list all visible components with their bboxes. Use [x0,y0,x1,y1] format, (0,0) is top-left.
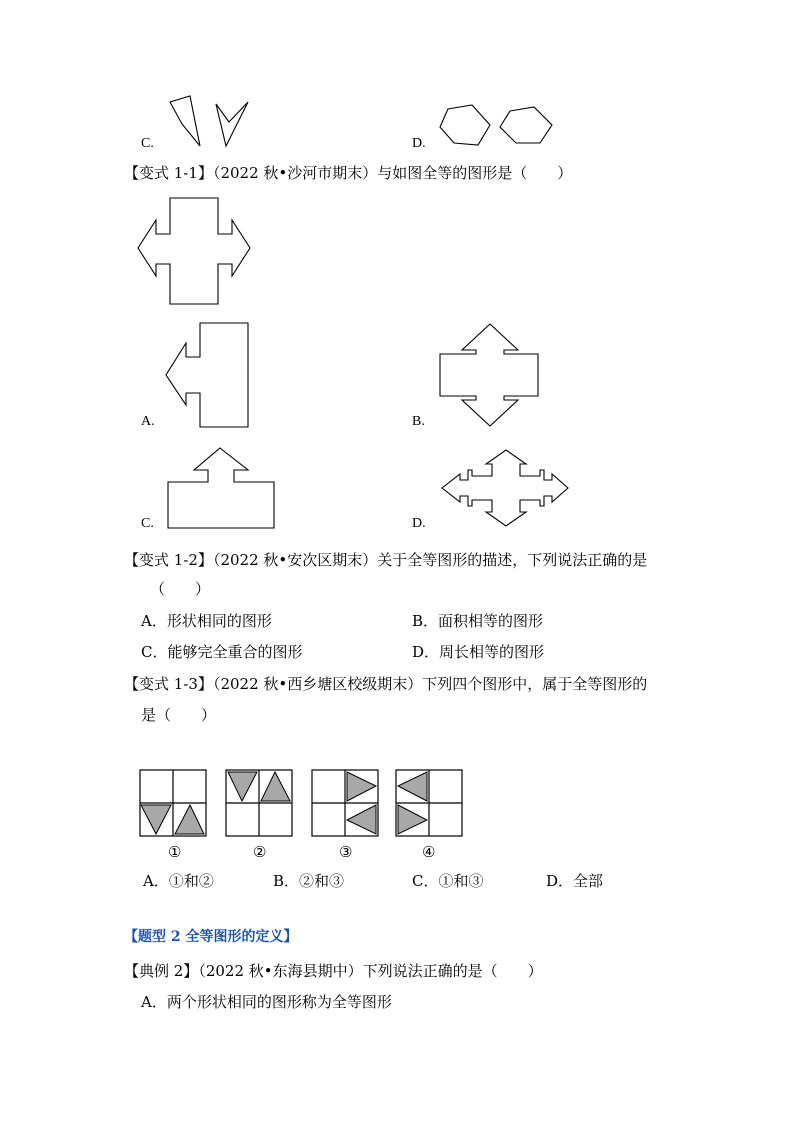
option-c-figure [160,96,260,152]
option-b-label: B. [412,414,425,429]
option-text-c: C．能够完全重合的图形 [141,643,303,661]
section-title: 【题型 2 全等图形的定义】 [124,929,298,945]
question-1-3-line2: 是（ ） [141,706,217,724]
example-text: （2022 秋•东海县期中）下列说法正确的是（ ） [198,962,543,980]
option-a-label: A. [141,414,155,429]
option-d-label: D. [412,136,426,151]
option-text-b: B．面积相等的图形 [412,612,544,630]
answer-option-c: C．①和③ [412,872,484,890]
question-1-3 [124,675,647,693]
answer-option-b: B．②和③ [273,872,345,890]
option-b-figure [440,324,540,428]
option-a-figure [166,323,250,429]
option-d-figure [440,105,560,151]
question-prefix: 【变式 1-2】 [124,551,213,569]
question-1-2 [124,551,647,569]
grid-figure-3 [312,770,378,838]
figure-label-2: ② [253,845,267,861]
question-text: （2022 秋•安次区期末）关于全等图形的描述，下列说法正确的是 [212,551,648,569]
option-d2-figure [442,450,570,530]
figure-label-1: ① [168,845,182,861]
question-1-1 [124,164,572,182]
figure-label-3: ③ [339,845,353,861]
option-text-a: A．形状相同的图形 [141,612,272,630]
option-c-label: C. [141,136,154,151]
grid-figure-1 [140,770,206,838]
question-text: （2022 秋•沙河市期末）与如图全等的图形是（ ） [212,164,573,182]
grid-figure-2 [226,770,292,838]
figure-label-4: ④ [422,845,436,861]
option-c2-label: C. [141,516,154,531]
question-1-2-line2: （ ） [150,580,211,598]
example-2 [124,962,543,980]
question-prefix: 【变式 1-1】 [124,164,213,182]
option-c2-figure [168,448,276,530]
question-text: （2022 秋•西乡塘区校级期末）下列四个图形中，属于全等图形的 [212,675,648,693]
question-prefix: 【变式 1-3】 [124,675,213,693]
example-2-option-a: A．两个形状相同的图形称为全等图形 [141,993,392,1011]
reference-figure [138,198,252,306]
option-d2-label: D. [412,516,426,531]
grid-figure-4 [396,770,462,838]
answer-option-a: A．①和② [143,872,214,890]
option-text-d: D．周长相等的图形 [412,643,545,661]
answer-option-d: D．全部 [546,872,604,890]
example-prefix: 【典例 2】 [124,962,199,980]
